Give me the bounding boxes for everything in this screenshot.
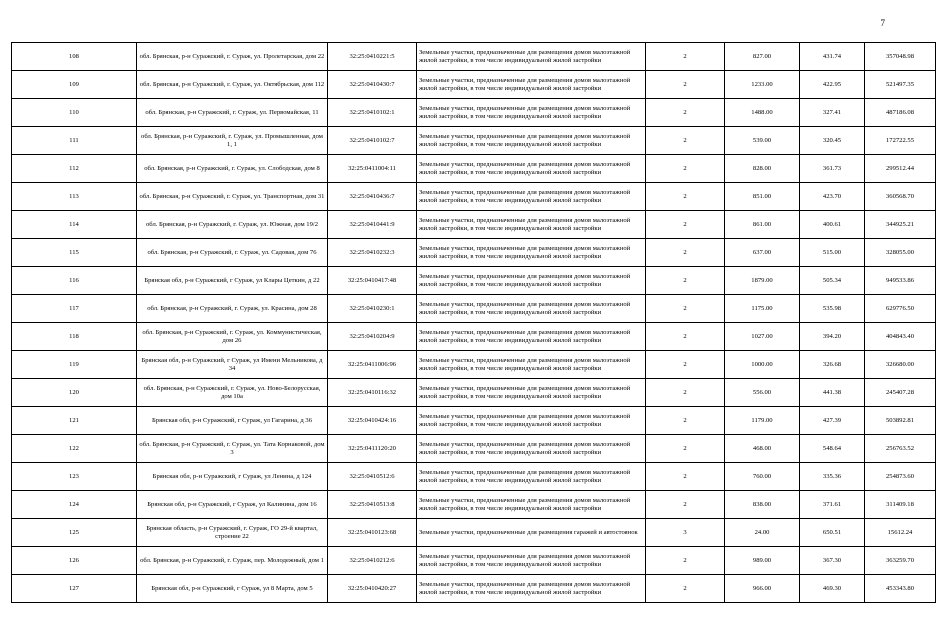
table-row: [12, 295, 936, 323]
cost-cell: 503892.81: [865, 407, 936, 435]
address-cell: обл. Брянская, р-н Суражский, г. Сураж, ул. Первомайская, 11: [137, 99, 328, 127]
row-number: 108: [12, 43, 137, 71]
cadastral-number-cell: 32:25:0410417:48: [328, 267, 417, 295]
area-cell: 1488.00: [725, 99, 800, 127]
address-cell: обл. Брянская, р-н Суражский, г. Сураж, ул. Южная, дом 19/2: [137, 211, 328, 239]
land-use-cell: Земельные участки, предназначенные для размещения домов малоэтажной жилой застройки, в том числе индивидуальной жилой застройки: [417, 211, 646, 239]
cadastral-number-cell: 32:25:0410424:16: [328, 407, 417, 435]
cost-cell: 357048.98: [865, 43, 936, 71]
area-cell: 828.00: [725, 155, 800, 183]
row-number: 111: [12, 127, 137, 155]
area-cell: 539.00: [725, 127, 800, 155]
row-number: 116: [12, 267, 137, 295]
table-row: [12, 323, 936, 351]
cadastral-number-cell: 32:25:0410420:27: [328, 575, 417, 603]
cost-cell: 328055.00: [865, 239, 936, 267]
area-cell: 637.00: [725, 239, 800, 267]
table-row: [12, 99, 936, 127]
table-row: [12, 43, 936, 71]
land-use-cell: Земельные участки, предназначенные для размещения домов малоэтажной жилой застройки, в том числе индивидуальной жилой застройки: [417, 239, 646, 267]
group-cell: 2: [646, 435, 725, 463]
cadastral-number-cell: 32:25:0410204:9: [328, 323, 417, 351]
table-row: [12, 351, 936, 379]
group-cell: 2: [646, 71, 725, 99]
group-cell: 2: [646, 295, 725, 323]
area-cell: 1179.00: [725, 407, 800, 435]
cost-cell: 245407.28: [865, 379, 936, 407]
cadastral-number-cell: 32:25:0410430:7: [328, 71, 417, 99]
address-cell: обл. Брянская, р-н Суражский, г. Сураж, пер. Молодежный, дом 1: [137, 547, 328, 575]
address-cell: Брянская область, р-н Суражский, г. Сураж, ГО 29-й квартал, строение 22: [137, 519, 328, 547]
cost-cell: 487186.08: [865, 99, 936, 127]
row-number: 115: [12, 239, 137, 267]
table-row: [12, 463, 936, 491]
area-cell: 861.00: [725, 211, 800, 239]
land-use-cell: Земельные участки, предназначенные для размещения домов малоэтажной жилой застройки, в том числе индивидуальной жилой застройки: [417, 407, 646, 435]
address-cell: обл. Брянская, р-н Суражский, г. Сураж, ул. Садовая, дом 76: [137, 239, 328, 267]
land-use-cell: Земельные участки, предназначенные для размещения домов малоэтажной жилой застройки, в том числе индивидуальной жилой застройки: [417, 43, 646, 71]
rate-cell: 371.61: [800, 491, 865, 519]
land-use-cell: Земельные участки, предназначенные для размещения домов малоэтажной жилой застройки, в том числе индивидуальной жилой застройки: [417, 71, 646, 99]
address-cell: обл. Брянская, р-н Суражский, г. Сураж, ул. Тата Корнаковой, дом 3: [137, 435, 328, 463]
cadastral-number-cell: 32:25:0410102:7: [328, 127, 417, 155]
area-cell: 1879.00: [725, 267, 800, 295]
cadastral-number-cell: 32:25:0410221:5: [328, 43, 417, 71]
land-use-cell: Земельные участки, предназначенные для размещения домов малоэтажной жилой застройки, в том числе индивидуальной жилой застройки: [417, 295, 646, 323]
group-cell: 2: [646, 99, 725, 127]
address-cell: обл. Брянская, р-н Суражский, г. Сураж, ул. Пролетарская, дом 22: [137, 43, 328, 71]
cadastral-number-cell: 32:25:0410436:7: [328, 183, 417, 211]
rate-cell: 422.95: [800, 71, 865, 99]
group-cell: 2: [646, 155, 725, 183]
table-row: [12, 575, 936, 603]
rate-cell: 535.98: [800, 295, 865, 323]
table-row: [12, 183, 936, 211]
row-number: 125: [12, 519, 137, 547]
address-cell: Брянская обл, р-н Суражский, г Сураж, ул Ленина, д 124: [137, 463, 328, 491]
row-number: 120: [12, 379, 137, 407]
address-cell: обл. Брянская, р-н Суражский, г. Сураж, ул. Красина, дом 28: [137, 295, 328, 323]
row-number: 114: [12, 211, 137, 239]
rate-cell: 441.38: [800, 379, 865, 407]
group-cell: 2: [646, 379, 725, 407]
area-cell: 989.00: [725, 547, 800, 575]
land-use-cell: Земельные участки, предназначенные для размещения домов малоэтажной жилой застройки, в том числе индивидуальной жилой застройки: [417, 351, 646, 379]
cadastral-number-cell: 32:25:0410230:1: [328, 295, 417, 323]
group-cell: 2: [646, 127, 725, 155]
address-cell: обл. Брянская, р-н Суражский, г. Сураж, ул. Октябрьская, дом 112: [137, 71, 328, 99]
rate-cell: 548.64: [800, 435, 865, 463]
cadastral-number-cell: 32:25:0410512:6: [328, 463, 417, 491]
area-cell: 760.00: [725, 463, 800, 491]
group-cell: 2: [646, 407, 725, 435]
area-cell: 1000.00: [725, 351, 800, 379]
table-row: [12, 211, 936, 239]
cost-cell: 326680.00: [865, 351, 936, 379]
rate-cell: 423.70: [800, 183, 865, 211]
rate-cell: 394.20: [800, 323, 865, 351]
rate-cell: 400.61: [800, 211, 865, 239]
land-use-cell: Земельные участки, предназначенные для размещения домов малоэтажной жилой застройки, в том числе индивидуальной жилой застройки: [417, 183, 646, 211]
cost-cell: 15612.24: [865, 519, 936, 547]
row-number: 122: [12, 435, 137, 463]
cost-cell: 360568.70: [865, 183, 936, 211]
row-number: 127: [12, 575, 137, 603]
cadastral-number-cell: 32:25:0411004:11: [328, 155, 417, 183]
address-cell: Брянская обл, р-н Суражский, г Сураж, ул Калинина, дом 16: [137, 491, 328, 519]
rate-cell: 650.51: [800, 519, 865, 547]
row-number: 121: [12, 407, 137, 435]
row-number: 109: [12, 71, 137, 99]
rate-cell: 427.39: [800, 407, 865, 435]
rate-cell: 361.73: [800, 155, 865, 183]
land-use-cell: Земельные участки, предназначенные для размещения домов малоэтажной жилой застройки, в том числе индивидуальной жилой застройки: [417, 99, 646, 127]
rate-cell: 469.30: [800, 575, 865, 603]
rate-cell: 515.00: [800, 239, 865, 267]
row-number: 119: [12, 351, 137, 379]
row-number: 118: [12, 323, 137, 351]
cost-cell: 453343.80: [865, 575, 936, 603]
cost-cell: 363259.70: [865, 547, 936, 575]
cost-cell: 172722.55: [865, 127, 936, 155]
cadastral-number-cell: 32:25:0411006:96: [328, 351, 417, 379]
land-use-cell: Земельные участки, предназначенные для размещения домов малоэтажной жилой застройки, в том числе индивидуальной жилой застройки: [417, 491, 646, 519]
cost-cell: 521497.35: [865, 71, 936, 99]
area-cell: 851.00: [725, 183, 800, 211]
area-cell: 468.00: [725, 435, 800, 463]
table-row: [12, 407, 936, 435]
land-use-cell: Земельные участки, предназначенные для размещения домов малоэтажной жилой застройки, в том числе индивидуальной жилой застройки: [417, 155, 646, 183]
area-cell: 966.00: [725, 575, 800, 603]
table-row: [12, 435, 936, 463]
table-row: [12, 239, 936, 267]
group-cell: 2: [646, 239, 725, 267]
group-cell: 2: [646, 323, 725, 351]
table-row: [12, 267, 936, 295]
area-cell: 1233.00: [725, 71, 800, 99]
table-row: [12, 519, 936, 547]
row-number: 117: [12, 295, 137, 323]
land-use-cell: Земельные участки, предназначенные для размещения домов малоэтажной жилой застройки, в том числе индивидуальной жилой застройки: [417, 547, 646, 575]
cadastral-number-cell: 32:25:0410123:68: [328, 519, 417, 547]
row-number: 110: [12, 99, 137, 127]
cadastral-number-cell: 32:25:0410212:6: [328, 547, 417, 575]
table-row: [12, 379, 936, 407]
table-row: [12, 547, 936, 575]
area-cell: 24.00: [725, 519, 800, 547]
cadastral-number-cell: 32:25:0410232:3: [328, 239, 417, 267]
row-number: 112: [12, 155, 137, 183]
land-plot-table: [11, 42, 936, 603]
table-row: [12, 491, 936, 519]
cadastral-number-cell: 32:25:0410441:9: [328, 211, 417, 239]
land-use-cell: Земельные участки, предназначенные для размещения домов малоэтажной жилой застройки, в том числе индивидуальной жилой застройки: [417, 463, 646, 491]
page-number: 7: [880, 18, 885, 28]
cadastral-number-cell: 32:25:0410513:8: [328, 491, 417, 519]
cadastral-number-cell: 32:25:0410116:32: [328, 379, 417, 407]
group-cell: 2: [646, 575, 725, 603]
group-cell: 2: [646, 463, 725, 491]
group-cell: 2: [646, 43, 725, 71]
group-cell: 3: [646, 519, 725, 547]
rate-cell: 367.30: [800, 547, 865, 575]
group-cell: 2: [646, 491, 725, 519]
group-cell: 2: [646, 547, 725, 575]
cost-cell: 254873.60: [865, 463, 936, 491]
cost-cell: 629776.50: [865, 295, 936, 323]
table-body: [12, 43, 936, 603]
rate-cell: 335.36: [800, 463, 865, 491]
group-cell: 2: [646, 267, 725, 295]
address-cell: Брянская обл, р-н Суражский, г Сураж, ул 8 Марта, дом 5: [137, 575, 328, 603]
land-use-cell: Земельные участки, предназначенные для размещения домов малоэтажной жилой застройки, в том числе индивидуальной жилой застройки: [417, 575, 646, 603]
row-number: 123: [12, 463, 137, 491]
cadastral-number-cell: 32:25:0411120:20: [328, 435, 417, 463]
row-number: 113: [12, 183, 137, 211]
cost-cell: 949533.86: [865, 267, 936, 295]
group-cell: 2: [646, 351, 725, 379]
area-cell: 827.00: [725, 43, 800, 71]
area-cell: 1175.00: [725, 295, 800, 323]
address-cell: обл. Брянская, р-н Суражский, г. Сураж, ул. Коммунистическая, дом 26: [137, 323, 328, 351]
land-use-cell: Земельные участки, предназначенные для размещения домов малоэтажной жилой застройки, в том числе индивидуальной жилой застройки: [417, 435, 646, 463]
table-row: [12, 127, 936, 155]
group-cell: 2: [646, 183, 725, 211]
land-use-cell: Земельные участки, предназначенные для размещения домов малоэтажной жилой застройки, в том числе индивидуальной жилой застройки: [417, 127, 646, 155]
rate-cell: 320.45: [800, 127, 865, 155]
cost-cell: 404843.40: [865, 323, 936, 351]
land-use-cell: Земельные участки, предназначенные для размещения домов малоэтажной жилой застройки, в том числе индивидуальной жилой застройки: [417, 323, 646, 351]
rate-cell: 327.41: [800, 99, 865, 127]
cost-cell: 299512.44: [865, 155, 936, 183]
address-cell: Брянская обл, р-н Суражский, г Сураж, ул Клары Цеткин, д 22: [137, 267, 328, 295]
address-cell: обл. Брянская, р-н Суражский, г. Сураж, ул. Слободская, дом 8: [137, 155, 328, 183]
address-cell: обл. Брянская, р-н Суражский, г. Сураж, ул. Ново-Белорусская, дом 10а: [137, 379, 328, 407]
cost-cell: 256763.52: [865, 435, 936, 463]
table-row: [12, 71, 936, 99]
rate-cell: 505.34: [800, 267, 865, 295]
land-use-cell: Земельные участки, предназначенные для размещения домов малоэтажной жилой застройки, в том числе индивидуальной жилой застройки: [417, 379, 646, 407]
cadastral-number-cell: 32:25:0410102:1: [328, 99, 417, 127]
area-cell: 556.00: [725, 379, 800, 407]
group-cell: 2: [646, 211, 725, 239]
address-cell: обл. Брянская, р-н Суражский, г. Сураж, ул. Промышленная, дом 1, 1: [137, 127, 328, 155]
area-cell: 1027.00: [725, 323, 800, 351]
area-cell: 838.00: [725, 491, 800, 519]
land-use-cell: Земельные участки, предназначенные для размещения гаражей и автостоянок: [417, 519, 646, 547]
rate-cell: 431.74: [800, 43, 865, 71]
row-number: 124: [12, 491, 137, 519]
address-cell: Брянская обл, р-н Суражский, г Сураж, ул Гагарина, д 36: [137, 407, 328, 435]
land-use-cell: Земельные участки, предназначенные для размещения домов малоэтажной жилой застройки, в том числе индивидуальной жилой застройки: [417, 267, 646, 295]
row-number: 126: [12, 547, 137, 575]
cost-cell: 344925.21: [865, 211, 936, 239]
address-cell: Брянская обл, р-н Суражский, г Сураж, ул Имени Мельникова, д 34: [137, 351, 328, 379]
cost-cell: 311409.18: [865, 491, 936, 519]
table-row: [12, 155, 936, 183]
address-cell: обл. Брянская, р-н Суражский, г. Сураж, ул. Транспортная, дом 31: [137, 183, 328, 211]
rate-cell: 326.68: [800, 351, 865, 379]
